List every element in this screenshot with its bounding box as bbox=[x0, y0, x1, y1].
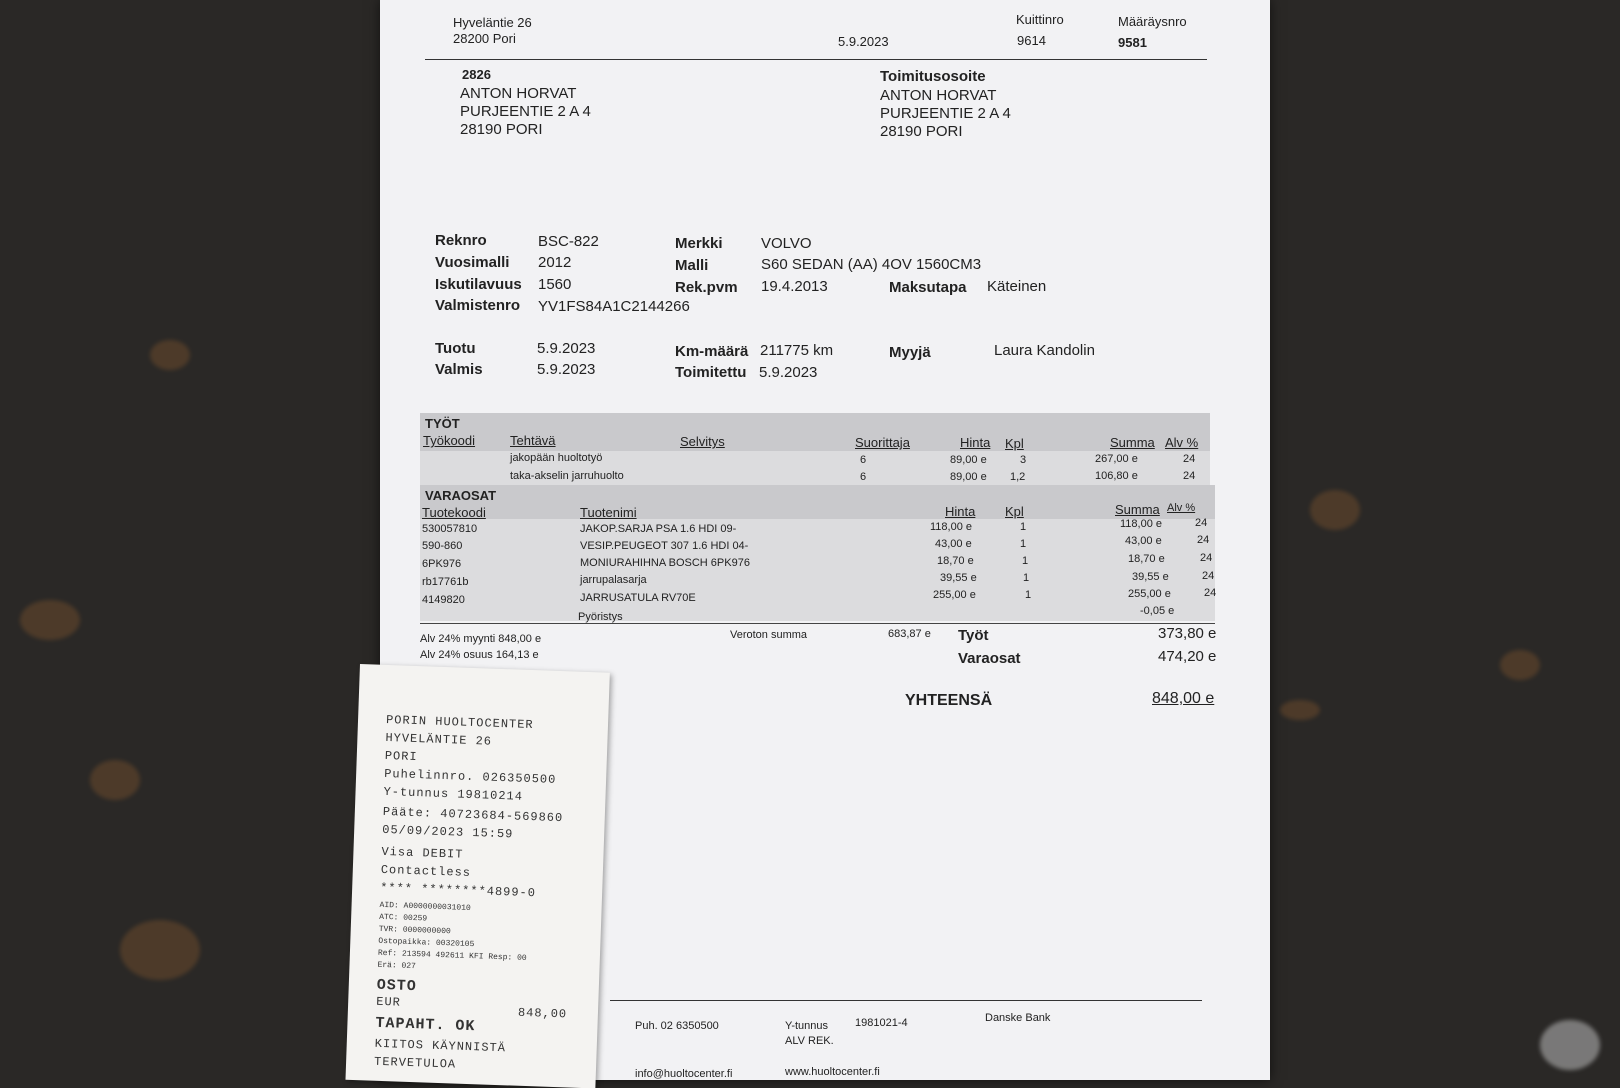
varaosat-row-hinta: 255,00 e bbox=[933, 589, 976, 601]
valmis-label: Valmis bbox=[435, 361, 483, 378]
varaosat-row-kpl: 1 bbox=[1022, 555, 1029, 567]
maksutapa-label: Maksutapa bbox=[889, 279, 967, 296]
company-address: Hyveläntie 26 bbox=[453, 15, 532, 30]
customer-street: PURJEENTIE 2 A 4 bbox=[460, 103, 591, 120]
receipt-currency: EUR bbox=[375, 994, 402, 1010]
alv-osuus: Alv 24% osuus 164,13 e bbox=[420, 649, 539, 661]
receipt-osto: OSTO bbox=[376, 976, 418, 996]
varaosat-title: VARAOSAT bbox=[425, 488, 497, 503]
tyot-col-kpl: Kpl bbox=[1005, 436, 1024, 451]
varaosat-row-koodi: 530057810 bbox=[422, 523, 478, 535]
varaosat-row-nimi: JARRUSATULA RV70E bbox=[580, 592, 696, 604]
delivery-label: Toimitusosoite bbox=[880, 68, 986, 85]
tyot-col-tehtava: Tehtävä bbox=[510, 433, 556, 448]
totals-divider bbox=[420, 623, 1215, 624]
toimitettu-label: Toimitettu bbox=[675, 364, 747, 381]
varaosat-total-label: Varaosat bbox=[958, 650, 1021, 667]
tyot-row-suorittaja: 6 bbox=[860, 471, 867, 483]
varaosat-row-summa: 255,00 e bbox=[1128, 588, 1171, 600]
delivery-city: 28190 PORI bbox=[880, 123, 963, 140]
valmistenro-value: YV1FS84A1C2144266 bbox=[538, 298, 690, 315]
tyot-col-selvitys: Selvitys bbox=[680, 434, 725, 449]
varaosat-row-summa: 118,00 e bbox=[1120, 518, 1163, 530]
receipt-card-number: **** ********4899-0 bbox=[379, 880, 537, 901]
tyot-total-label: Työt bbox=[958, 627, 989, 644]
varaosat-row-summa: 18,70 e bbox=[1128, 553, 1165, 565]
delivery-name: ANTON HORVAT bbox=[880, 87, 997, 104]
receipt-terminal: Pääte: 40723684-569860 bbox=[382, 804, 564, 826]
rekpvm-label: Rek.pvm bbox=[675, 279, 738, 296]
background-stain bbox=[1500, 650, 1540, 680]
tyot-row-alv: 24 bbox=[1183, 453, 1196, 465]
receipt-phone: Puhelinnro. 026350500 bbox=[383, 766, 557, 787]
km-label: Km-määrä bbox=[675, 343, 749, 360]
tyot-row-hinta: 89,00 e bbox=[950, 454, 987, 466]
header-divider bbox=[425, 59, 1207, 60]
yhteensa-value: 848,00 e bbox=[1152, 690, 1215, 707]
tyot-row-tehtava: jakopään huoltotyö bbox=[510, 452, 603, 464]
background-stain bbox=[20, 600, 80, 640]
varaosat-row-hinta: 39,55 e bbox=[940, 572, 977, 584]
varaosat-col-kpl: Kpl bbox=[1005, 504, 1024, 519]
vuosimalli-value: 2012 bbox=[538, 254, 572, 271]
tyot-col-alv: Alv % bbox=[1165, 435, 1199, 450]
alv-myynti: Alv 24% myynti 848,00 e bbox=[420, 633, 542, 645]
tyot-row-kpl: 3 bbox=[1020, 454, 1027, 466]
tuotu-value: 5.9.2023 bbox=[537, 340, 596, 357]
varaosat-row-hinta: 118,00 e bbox=[930, 521, 973, 533]
background-stain bbox=[1310, 490, 1360, 530]
maksutapa-value: Käteinen bbox=[987, 278, 1047, 295]
varaosat-row-koodi: rb17761b bbox=[422, 576, 469, 588]
malli-label: Malli bbox=[675, 257, 709, 274]
malli-value: S60 SEDAN (AA) 4OV 1560CM3 bbox=[761, 256, 982, 273]
varaosat-row-koodi: 590-860 bbox=[422, 540, 463, 552]
tyot-total-value: 373,80 e bbox=[1158, 625, 1217, 642]
varaosat-col-alv: Alv % bbox=[1167, 502, 1196, 514]
tyot-col-hinta: Hinta bbox=[960, 435, 991, 450]
tyot-row-alv: 24 bbox=[1183, 470, 1196, 482]
background-stain bbox=[1540, 1020, 1600, 1070]
valmistenro-label: Valmistenro bbox=[435, 297, 521, 314]
customer-number: 2826 bbox=[462, 67, 491, 82]
receipt-aid: AID: A0000000031010 bbox=[379, 900, 471, 914]
receipt-card-type: Visa DEBIT bbox=[381, 844, 464, 862]
varaosat-rows-band bbox=[420, 519, 1215, 621]
varaosat-row-summa: 39,55 e bbox=[1132, 571, 1169, 583]
tyot-row-hinta: 89,00 e bbox=[950, 471, 987, 483]
maaraysnro-value: 9581 bbox=[1118, 35, 1147, 50]
varaosat-row-nimi: JAKOP.SARJA PSA 1.6 HDI 09- bbox=[580, 523, 737, 535]
varaosat-row-nimi: jarrupalasarja bbox=[580, 574, 647, 586]
kuittinro-value: 9614 bbox=[1017, 33, 1046, 48]
receipt-mode: Contactless bbox=[380, 862, 472, 880]
receipt-city: PORI bbox=[384, 748, 418, 765]
iskutilavuus-value: 1560 bbox=[538, 276, 572, 293]
varaosat-row-summa: 43,00 e bbox=[1125, 535, 1162, 547]
reknro-label: Reknro bbox=[435, 232, 487, 249]
maaraysnro-label: Määräysnro bbox=[1118, 14, 1187, 29]
invoice-date: 5.9.2023 bbox=[838, 34, 889, 49]
tyot-row-summa: 267,00 e bbox=[1095, 453, 1138, 465]
pyoristys-value: -0,05 e bbox=[1140, 605, 1175, 617]
varaosat-row-alv: 24 bbox=[1202, 570, 1215, 582]
background-stain bbox=[120, 920, 200, 980]
rekpvm-value: 19.4.2013 bbox=[761, 278, 828, 295]
varaosat-row-alv: 24 bbox=[1200, 552, 1213, 564]
yhteensa-label: YHTEENSÄ bbox=[905, 692, 993, 709]
iskutilavuus-label: Iskutilavuus bbox=[435, 276, 522, 293]
toimitettu-value: 5.9.2023 bbox=[759, 364, 818, 381]
company-city: 28200 Pori bbox=[453, 31, 516, 46]
customer-name: ANTON HORVAT bbox=[460, 85, 577, 102]
tyot-row-summa: 106,80 e bbox=[1095, 470, 1138, 482]
veroton-label: Veroton summa bbox=[730, 629, 808, 641]
footer-alvrek: ALV REK. bbox=[785, 1035, 834, 1047]
varaosat-row-nimi: VESIP.PEUGEOT 307 1.6 HDI 04- bbox=[580, 540, 749, 552]
footer-bank: Danske Bank bbox=[985, 1012, 1051, 1024]
delivery-street: PURJEENTIE 2 A 4 bbox=[880, 105, 1011, 122]
vuosimalli-label: Vuosimalli bbox=[435, 254, 510, 271]
myyja-value: Laura Kandolin bbox=[994, 342, 1095, 359]
varaosat-row-nimi: MONIURAHIHNA BOSCH 6PK976 bbox=[580, 557, 750, 569]
receipt-atc: ATC: 00259 bbox=[379, 912, 428, 924]
receipt-tvr: TVR: 0000000000 bbox=[378, 924, 451, 937]
tyot-row-kpl: 1,2 bbox=[1010, 471, 1026, 483]
tyot-row-suorittaja: 6 bbox=[860, 454, 867, 466]
varaosat-row-alv: 24 bbox=[1197, 534, 1210, 546]
valmis-value: 5.9.2023 bbox=[537, 361, 596, 378]
footer-email: info@huoltocenter.fi bbox=[635, 1068, 733, 1080]
customer-city: 28190 PORI bbox=[460, 121, 543, 138]
pyoristys-label: Pyöristys bbox=[578, 611, 623, 623]
varaosat-row-alv: 24 bbox=[1204, 587, 1217, 599]
varaosat-row-hinta: 18,70 e bbox=[937, 555, 974, 567]
footer-www: www.huoltocenter.fi bbox=[785, 1066, 880, 1078]
reknro-value: BSC-822 bbox=[538, 233, 599, 250]
background-stain bbox=[1280, 700, 1320, 720]
varaosat-row-kpl: 1 bbox=[1025, 589, 1032, 601]
merkki-label: Merkki bbox=[675, 235, 723, 252]
receipt-welcome: TERVETULOA bbox=[373, 1054, 457, 1072]
tyot-col-tyokoodi: Työkoodi bbox=[423, 433, 476, 448]
receipt-street: HYVELÄNTIE 26 bbox=[385, 730, 493, 749]
kuittinro-label: Kuittinro bbox=[1016, 12, 1064, 27]
footer-phone: Puh. 02 6350500 bbox=[635, 1020, 719, 1032]
tyot-col-suorittaja: Suorittaja bbox=[855, 435, 910, 450]
varaosat-col-tuotekoodi: Tuotekoodi bbox=[422, 505, 486, 520]
varaosat-row-kpl: 1 bbox=[1023, 572, 1030, 584]
varaosat-row-hinta: 43,00 e bbox=[935, 538, 972, 550]
receipt-thanks: KIITOS KÄYNNISTÄ bbox=[374, 1036, 507, 1056]
receipt-datetime: 05/09/2023 15:59 bbox=[381, 822, 514, 842]
footer-ytunnus-value: 1981021-4 bbox=[855, 1017, 908, 1029]
varaosat-row-koodi: 4149820 bbox=[422, 594, 465, 606]
receipt-company: PORIN HUOLTOCENTER bbox=[385, 712, 534, 733]
footer-divider bbox=[610, 1000, 1202, 1001]
receipt-status: TAPAHT. OK bbox=[375, 1014, 476, 1036]
tyot-title: TYÖT bbox=[425, 416, 460, 431]
background-stain bbox=[150, 340, 190, 370]
tyot-col-summa: Summa bbox=[1110, 435, 1155, 450]
varaosat-col-tuotenimi: Tuotenimi bbox=[580, 505, 637, 520]
receipt-ostopaikka: Ostopaikka: 00320105 bbox=[378, 936, 475, 950]
merkki-value: VOLVO bbox=[761, 235, 812, 252]
varaosat-row-koodi: 6PK976 bbox=[422, 558, 462, 570]
varaosat-row-kpl: 1 bbox=[1020, 521, 1027, 533]
receipt-ytunnus: Y-tunnus 19810214 bbox=[383, 784, 524, 804]
km-value: 211775 km bbox=[760, 342, 834, 359]
tuotu-label: Tuotu bbox=[435, 340, 476, 357]
varaosat-col-hinta: Hinta bbox=[945, 504, 976, 519]
background-stain bbox=[90, 760, 140, 800]
receipt-era: Erä: 027 bbox=[377, 960, 417, 972]
varaosat-col-summa: Summa bbox=[1115, 502, 1160, 517]
footer-ytunnus-label: Y-tunnus bbox=[785, 1020, 829, 1032]
receipt-ref: Ref: 213594 492611 KFI Resp: 00 bbox=[377, 948, 527, 963]
receipt-amount: 848,00 bbox=[517, 1005, 568, 1022]
varaosat-row-kpl: 1 bbox=[1020, 538, 1027, 550]
varaosat-total-value: 474,20 e bbox=[1158, 648, 1217, 665]
card-receipt bbox=[345, 664, 609, 1088]
varaosat-header-band bbox=[420, 485, 1215, 519]
varaosat-row-alv: 24 bbox=[1195, 517, 1208, 529]
myyja-label: Myyjä bbox=[889, 344, 931, 361]
veroton-value: 683,87 e bbox=[888, 628, 931, 640]
tyot-row-tehtava: taka-akselin jarruhuolto bbox=[510, 470, 624, 482]
